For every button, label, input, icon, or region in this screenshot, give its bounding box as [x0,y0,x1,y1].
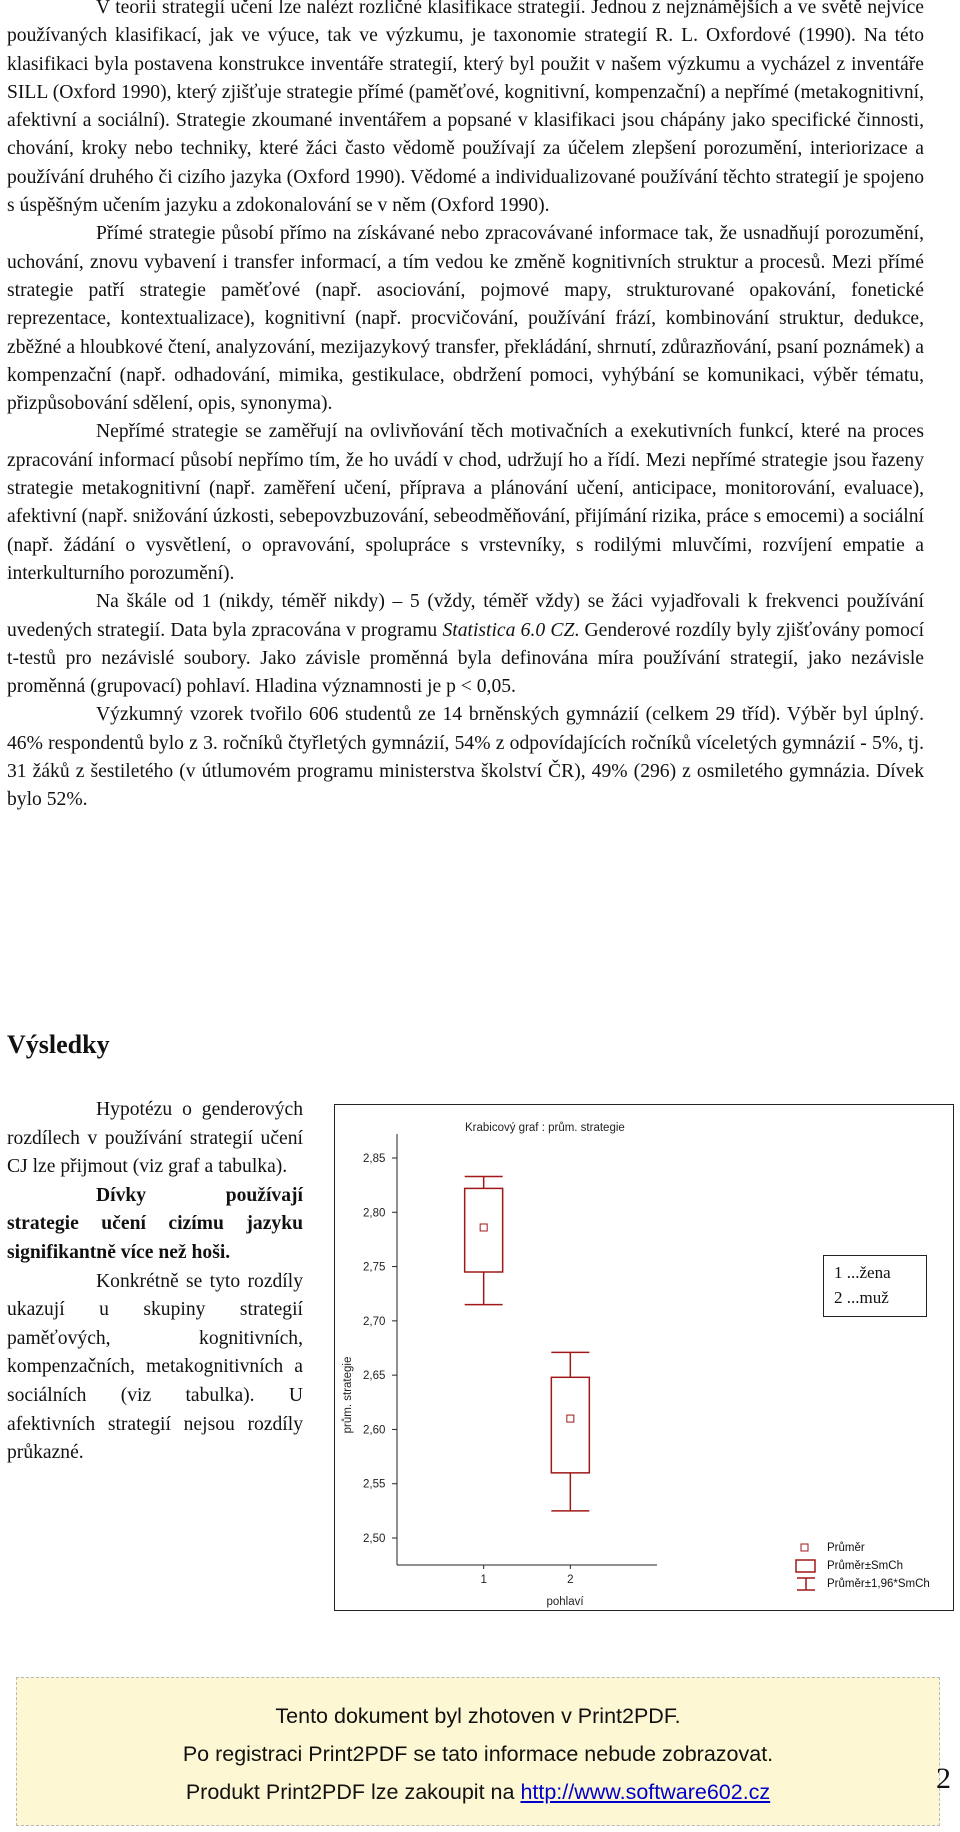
box-plot-svg [335,1105,953,1610]
notice-line-3 [17,1780,939,1805]
paragraph-5: Výzkumný vzorek tvořilo 606 studentů ze 14 brněnských gymnázií (celkem 29 tříd). Výběr byl úplný. 46% respondentů bylo z 3. ročníků čtyřletých gymnázií, 54% z odpovídajících ročníků víceletých gymnázií - 5%, tj. 31 žáků z šestiletého (v útlumovém programu ministerstva školství ČR), 49% (296) z osmiletého gymnázia. Dívek bylo 52%. [7,704,924,811]
paragraph-3: Nepřímé strategie se zaměřují na ovlivňování těch motivačních a exekutivních funkcí, které na proces zpracování informací působí nepřímo tím, že ho uvádí v chod, udržují ho a řídí. Mezi nepřímé strategie jsou řazeny strategie metakognitivní (např. zaměření učení, příprava a plánování učení, anticipace, monitorování, evaluace), afektivní (např. snižování úzkosti, sebepovzbuzování, sebeodměňování, přijímání rizika, práce s emocemi) a sociální (např. žádání o vysvětlení, o opravování, spolupráce s vrstevníky, s rodilými mluvčími, rozvíjení empatie a interkulturního porozumění). [7,421,924,584]
y-tick-label: 2,80 [363,1207,386,1220]
results-side-text [7,1096,303,1468]
y-tick-label: 2,85 [363,1153,386,1165]
software-name: Statistica 6.0 CZ [442,619,575,641]
x-axis-title: pohlaví [546,1596,584,1608]
page-number: 2 [936,1762,951,1795]
x-axis-ticks [480,1565,573,1586]
y-tick-label: 2,65 [363,1370,386,1383]
box-se-rect [551,1377,589,1473]
box-mean-marker [567,1415,574,1422]
chart-title: Krabicový graf : prům. strategie [465,1122,625,1134]
stat-legend [795,1539,945,1593]
notice-line-3-text: Produkt Print2PDF lze zakoupit na [185,1780,515,1804]
body-text [7,0,924,815]
paragraph-4-end: . Genderové rozdíly byly zjišťovány pomocí t-testů pro nezávislé soubory. Jako závisle proměnná byla definována míra používání strategií, jako nezávisle proměnná (grupovací) pohlaví. Hladina významnosti je p < 0,05. [7,619,925,698]
stat-legend-se-label: Průměr±SmCh [827,1560,903,1572]
x-tick-label: 2 [567,1574,574,1586]
box-plot-boxes [465,1176,590,1510]
box-mean-marker [480,1224,487,1231]
print2pdf-notice [16,1677,940,1826]
notice-line-2: Po registraci Print2PDF se tato informace nebude zobrazovat. [182,1742,774,1766]
results-paragraph-2: Dívky používají strategie učení cizímu jazyku signifikantně více než hoši. [7,1184,303,1263]
paragraph-1: V teorii strategií učení lze nalézt rozličné klasifikace strategií. Jednou z nejznámějších a ve světě nejvíce používaných klasifikací, jak ve výuce, tak ve výzkumu, je taxonomie strategií R. L. Oxfordové (1990). Na této klasifikaci byla postavena konstrukce inventáře strategií, který byl použit v našem výzkumu a vycházel z inventáře SILL (Oxford 1990), který zjišťuje strategie přímé (paměťové, kognitivní, kompenzační) a nepřímé (metakognitivní, afektivní a sociální). Strategie zkoumané inventářem a popsané v klasifikaci jsou chápány jako specifické činnosti, chování, kroky nebo techniky, které žáci často vědomě používají za účelem zlepšení porozumění, interiorizace a používání druhého či cizího jazyka (Oxford 1990). Vědomé a individualizované používání těchto strategií je spojeno s úspěšným učením jazyku a zdokonalování se v něm (Oxford 1990). [7,0,924,217]
y-tick-label: 2,60 [363,1424,386,1437]
y-axis-ticks [363,1153,397,1545]
box-marker-icon [795,1557,823,1575]
results-paragraph-3: Konkrétně se tyto rozdíly ukazují u skupiny strategií paměťových, kognitivních, kompenzačních, metakognitivních a sociálních (viz tabulka). U afektivních strategií nejsou rozdíly průkazné. [7,1270,303,1464]
y-axis-title: prům. strategie [342,1356,354,1434]
y-tick-label: 2,70 [363,1315,386,1328]
mean-marker-icon [795,1539,823,1557]
section-heading-results: Výsledky [7,1030,110,1059]
y-tick-label: 2,50 [363,1533,386,1545]
stat-legend-mean [795,1539,945,1557]
paragraph-2: Přímé strategie působí přímo na získávané nebo zpracovávané informace tak, že usnadňují porozumění, uchování, znovu vybavení i transfer informací, a tím vedou ke změně kognitivních struktur a procesů. Mezi přímé strategie patří strategie paměťové (např. asociování, pojmové mapy, strukturované opakování, fonetické reprezentace, kontextualizace), kognitivní (např. procvičování, používání frází, kombinování struktur, dedukce, zběžné a hloubkové čtení, analyzování, mezijazykový transfer, překládání, shrnutí, zdůrazňování, psaní poznámek) a kompenzační (např. odhadování, mimika, gestikulace, obdržení pomoci, vyhýbání se komunikaci, výběr tématu, přizpůsobování sdělení, opis, synonyma). [7,223,924,415]
y-tick-label: 2,75 [363,1261,386,1274]
stat-legend-mean-label: Průměr [827,1542,865,1554]
x-tick-label: 1 [480,1574,487,1586]
stat-legend-se [795,1557,945,1575]
whisker-marker-icon [795,1575,823,1593]
stat-legend-ci-label: Průměr±1,96*SmCh [827,1578,930,1590]
software602-link[interactable]: http://www.software602.cz [520,1780,771,1804]
results-paragraph-1: Hypotézu o genderových rozdílech v používání strategií učení CJ lze přijmout (viz graf a tabulka). [7,1099,303,1178]
stat-legend-ci [795,1575,945,1593]
group-legend [823,1255,927,1317]
notice-line-1: Tento dokument byl zhotoven v Print2PDF. [275,1704,681,1728]
group-legend-item-1: 1 ...žena [834,1263,891,1282]
group-legend-item-2: 2 ...muž [834,1288,889,1307]
y-tick-label: 2,55 [363,1478,386,1491]
box-plot-chart [334,1104,954,1611]
paragraph-4-start: Na škále od 1 (nikdy, téměř nikdy) – 5 (vždy, téměř vždy) se žáci vyjadřovali k frekvenci používání uvedených strategií. Data byla zpracována v programu [7,591,924,641]
paragraph-4 [7,588,924,701]
